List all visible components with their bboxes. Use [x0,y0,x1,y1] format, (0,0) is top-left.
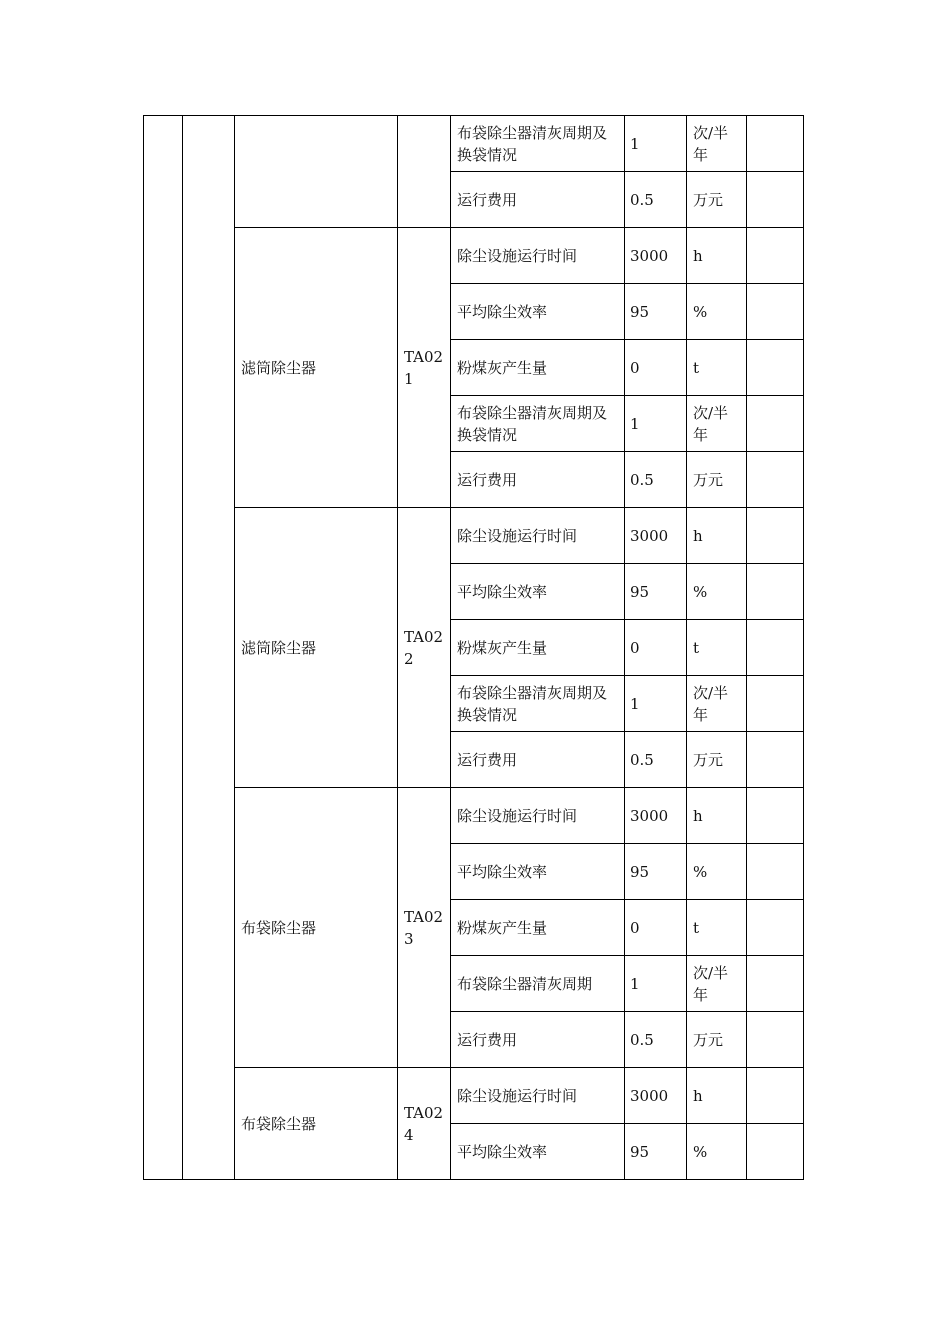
param-unit: h [687,228,747,284]
param-unit: t [687,620,747,676]
param-name: 粉煤灰产生量 [451,620,625,676]
param-unit: 万元 [687,1012,747,1068]
param-name: 运行费用 [451,732,625,788]
param-unit: 次/半年 [687,676,747,732]
param-unit: 万元 [687,452,747,508]
param-name: 布袋除尘器清灰周期 [451,956,625,1012]
table-row [144,1068,804,1124]
param-name: 运行费用 [451,1012,625,1068]
facility-name: 滤筒除尘器 [235,508,398,788]
param-value: 1 [625,396,687,452]
remark-cell [747,340,804,396]
param-value: 95 [625,1124,687,1180]
table-row [144,228,804,284]
param-unit: h [687,508,747,564]
equipment-parameter-table [143,115,804,1180]
param-unit: t [687,340,747,396]
param-value: 0.5 [625,732,687,788]
remark-cell [747,676,804,732]
facility-code: TA024 [398,1068,451,1180]
param-value: 95 [625,284,687,340]
param-value: 3000 [625,1068,687,1124]
param-unit: 次/半年 [687,956,747,1012]
remark-cell [747,1068,804,1124]
remark-cell [747,452,804,508]
param-name: 运行费用 [451,452,625,508]
param-name: 平均除尘效率 [451,564,625,620]
param-value: 0 [625,620,687,676]
remark-cell [747,228,804,284]
remark-cell [747,620,804,676]
param-unit: % [687,844,747,900]
remark-cell [747,956,804,1012]
param-value: 95 [625,844,687,900]
param-name: 平均除尘效率 [451,1124,625,1180]
table-row [144,788,804,844]
facility-name: 布袋除尘器 [235,1068,398,1180]
param-unit: 万元 [687,732,747,788]
param-unit: h [687,1068,747,1124]
remark-cell [747,116,804,172]
remark-cell [747,564,804,620]
param-value: 3000 [625,228,687,284]
remark-cell [747,284,804,340]
param-unit: % [687,564,747,620]
param-value: 0.5 [625,172,687,228]
blank-cell-code [398,116,451,228]
param-name: 除尘设施运行时间 [451,1068,625,1124]
param-value: 3000 [625,508,687,564]
facility-name: 布袋除尘器 [235,788,398,1068]
remark-cell [747,844,804,900]
param-unit: % [687,284,747,340]
param-name: 平均除尘效率 [451,844,625,900]
param-name: 布袋除尘器清灰周期及换袋情况 [451,396,625,452]
param-name: 布袋除尘器清灰周期及换袋情况 [451,116,625,172]
param-unit: 次/半年 [687,116,747,172]
param-value: 1 [625,956,687,1012]
param-value: 0.5 [625,452,687,508]
param-unit: t [687,900,747,956]
param-value: 0 [625,900,687,956]
param-name: 平均除尘效率 [451,284,625,340]
table-row [144,508,804,564]
facility-code: TA022 [398,508,451,788]
param-name: 除尘设施运行时间 [451,508,625,564]
facility-code: TA023 [398,788,451,1068]
param-value: 1 [625,676,687,732]
remark-cell [747,788,804,844]
facility-name: 滤筒除尘器 [235,228,398,508]
table-row [144,116,804,172]
param-unit: 次/半年 [687,396,747,452]
param-value: 3000 [625,788,687,844]
remark-cell [747,732,804,788]
param-name: 运行费用 [451,172,625,228]
param-unit: 万元 [687,172,747,228]
param-value: 1 [625,116,687,172]
param-value: 0.5 [625,1012,687,1068]
remark-cell [747,1124,804,1180]
remark-cell [747,508,804,564]
remark-cell [747,900,804,956]
param-name: 粉煤灰产生量 [451,900,625,956]
blank-cell-facility [235,116,398,228]
param-name: 除尘设施运行时间 [451,228,625,284]
param-name: 除尘设施运行时间 [451,788,625,844]
remark-cell [747,396,804,452]
param-name: 布袋除尘器清灰周期及换袋情况 [451,676,625,732]
param-value: 0 [625,340,687,396]
blank-cell-col2 [183,116,235,1180]
param-unit: h [687,788,747,844]
param-value: 95 [625,564,687,620]
remark-cell [747,172,804,228]
facility-code: TA021 [398,228,451,508]
param-name: 粉煤灰产生量 [451,340,625,396]
param-unit: % [687,1124,747,1180]
blank-cell-col1 [144,116,183,1180]
remark-cell [747,1012,804,1068]
